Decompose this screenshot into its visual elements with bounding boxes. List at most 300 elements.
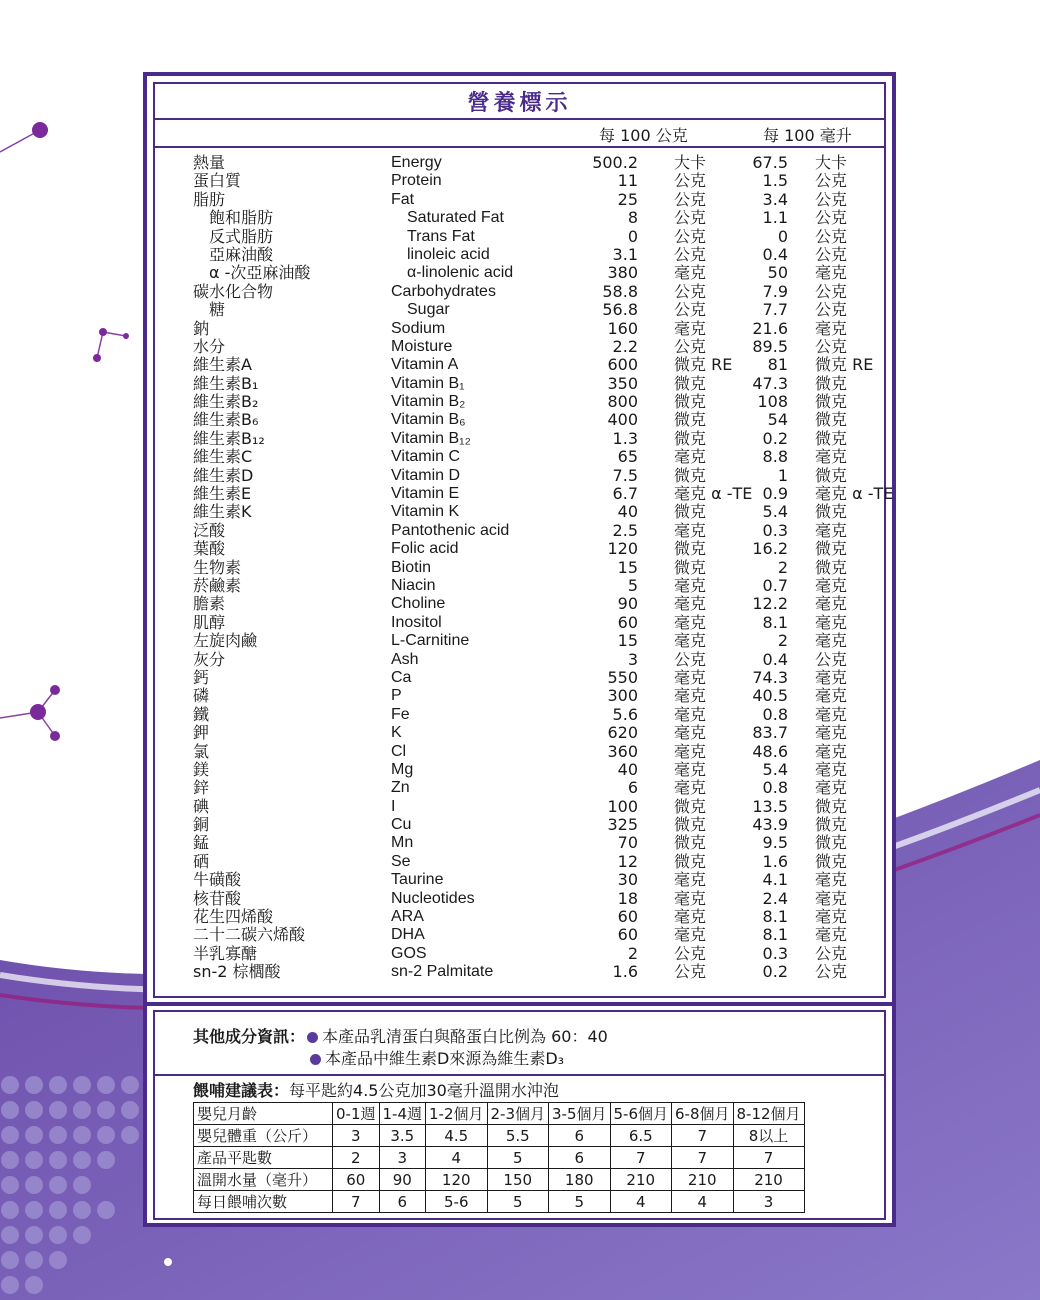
feeding-cell: 3 xyxy=(733,1191,804,1213)
value-per-100g: 1.3 xyxy=(612,428,638,448)
nutrient-name-en: Vitamin A xyxy=(391,356,459,374)
value-per-100ml: 89.5 xyxy=(752,336,788,356)
unit-per-100g: 毫克 xyxy=(674,263,707,283)
unit-per-100g: 公克 xyxy=(674,281,707,301)
nutrition-panel xyxy=(143,72,896,1227)
nutrient-row xyxy=(155,283,884,301)
unit-per-100ml: 微克 xyxy=(815,502,848,522)
nutrient-row xyxy=(155,890,884,908)
nutrient-name-zh: 生物素 xyxy=(193,557,242,577)
nutrient-name-en: Pantothenic acid xyxy=(391,521,510,539)
nutrient-name-zh: 水分 xyxy=(193,336,226,356)
value-per-100ml: 9.5 xyxy=(762,833,788,853)
value-per-100g: 6 xyxy=(627,778,638,798)
nutrient-name-en: Se xyxy=(391,852,411,870)
value-per-100ml: 0.8 xyxy=(762,704,788,724)
unit-per-100g: 毫克 xyxy=(674,778,707,798)
feeding-cell: 3.5 xyxy=(379,1125,426,1147)
nutrient-row xyxy=(155,375,884,393)
feeding-cell: 5 xyxy=(487,1191,549,1213)
nutrient-name-en: Nucleotides xyxy=(391,889,475,907)
nutrient-row xyxy=(155,338,884,356)
feeding-table xyxy=(193,1102,805,1213)
value-per-100ml: 3.4 xyxy=(762,189,788,209)
nutrient-name-zh: 葉酸 xyxy=(193,539,226,559)
nutrient-name-en: α-linolenic acid xyxy=(391,264,514,282)
nutrient-name-en: sn-2 Palmitate xyxy=(391,963,494,981)
unit-per-100g: 公克 xyxy=(674,962,707,982)
value-per-100ml: 54 xyxy=(767,410,788,430)
unit-per-100ml: 毫克 xyxy=(815,925,848,945)
nutrient-row xyxy=(155,411,884,429)
info-divider xyxy=(155,1074,884,1076)
value-per-100ml: 0.4 xyxy=(762,244,788,264)
value-per-100ml: 67.5 xyxy=(752,153,788,172)
nutrient-name-zh: 花生四烯酸 xyxy=(193,907,274,927)
nutrient-row xyxy=(155,816,884,834)
nutrient-name-zh: 維生素K xyxy=(193,502,252,522)
feeding-row xyxy=(194,1103,805,1125)
nutrient-name-en: Vitamin B₆ xyxy=(391,411,466,429)
value-per-100g: 7.5 xyxy=(612,465,638,485)
value-per-100g: 380 xyxy=(607,263,638,283)
value-per-100g: 15 xyxy=(617,631,638,651)
feeding-desc: 每平匙約4.5公克加30毫升溫開水沖泡 xyxy=(289,1081,559,1100)
feeding-row xyxy=(194,1125,805,1147)
nutrient-row xyxy=(155,246,884,264)
feeding-cell: 7 xyxy=(610,1147,672,1169)
nutrient-name-en: Cl xyxy=(391,742,407,760)
nutrient-row xyxy=(155,834,884,852)
unit-per-100ml: 微克 xyxy=(815,833,848,853)
header-per-100ml: 每 100 毫升 xyxy=(763,126,852,145)
value-per-100g: 600 xyxy=(607,355,638,375)
value-per-100g: 12 xyxy=(617,851,638,871)
value-per-100ml: 48.6 xyxy=(752,741,788,761)
nutrient-name-en: Vitamin C xyxy=(391,448,461,466)
feeding-cell: 60 xyxy=(333,1169,380,1191)
nutrient-name-en: Cu xyxy=(391,816,412,834)
nutrient-row xyxy=(155,945,884,963)
value-per-100ml: 2.4 xyxy=(762,888,788,908)
nutrient-row xyxy=(155,963,884,981)
value-per-100g: 15 xyxy=(617,557,638,577)
nutrient-name-zh: 左旋肉鹼 xyxy=(193,631,258,651)
nutrient-name-en: Zn xyxy=(391,779,410,797)
unit-per-100ml: 微克 xyxy=(815,410,848,430)
feeding-cell: 5 xyxy=(487,1147,549,1169)
unit-per-100g: 微克 xyxy=(674,502,707,522)
value-per-100ml: 81 xyxy=(767,355,788,375)
value-per-100g: 120 xyxy=(607,539,638,559)
value-per-100g: 2.5 xyxy=(612,520,638,540)
value-per-100ml: 47.3 xyxy=(752,373,788,393)
value-per-100ml: 40.5 xyxy=(752,686,788,706)
feeding-cell: 180 xyxy=(549,1169,611,1191)
nutrient-name-zh: 氯 xyxy=(193,741,210,761)
feeding-cell: 5-6個月 xyxy=(610,1103,672,1125)
nutrient-name-en: Folic acid xyxy=(391,540,459,558)
nutrient-name-zh: 牛磺酸 xyxy=(193,870,242,890)
unit-per-100ml: 毫克 xyxy=(815,318,848,338)
unit-per-100g: 公克 xyxy=(674,171,707,191)
unit-per-100g: 微克 xyxy=(674,851,707,871)
nutrient-name-zh: 熱量 xyxy=(193,153,226,172)
unit-per-100ml: 公克 xyxy=(815,226,848,246)
nutrient-name-zh: 維生素B₁ xyxy=(193,373,259,393)
nutrient-rows xyxy=(155,153,894,982)
value-per-100ml: 1.6 xyxy=(762,851,788,871)
value-per-100ml: 0.2 xyxy=(762,962,788,982)
feeding-cell: 0-1週 xyxy=(333,1103,380,1125)
feeding-row-header: 每日餵哺次數 xyxy=(194,1191,333,1213)
nutrient-row xyxy=(155,393,884,411)
value-per-100ml: 0.7 xyxy=(762,575,788,595)
unit-per-100g: 公克 xyxy=(674,336,707,356)
nutrient-name-zh: 維生素B₂ xyxy=(193,392,259,412)
feeding-cell: 3 xyxy=(379,1147,426,1169)
unit-per-100g: 毫克 xyxy=(674,612,707,632)
unit-per-100g: 微克 xyxy=(674,815,707,835)
unit-per-100g: 毫克 xyxy=(674,594,707,614)
value-per-100g: 30 xyxy=(617,870,638,890)
value-per-100ml: 2 xyxy=(777,557,788,577)
value-per-100g: 2.2 xyxy=(612,336,638,356)
nutrient-name-zh: 反式脂肪 xyxy=(193,226,274,246)
value-per-100g: 1.6 xyxy=(612,962,638,982)
value-per-100g: 350 xyxy=(607,373,638,393)
feeding-row-header: 溫開水量（毫升） xyxy=(194,1169,333,1191)
unit-per-100ml: 公克 xyxy=(815,336,848,356)
value-per-100g: 5.6 xyxy=(612,704,638,724)
unit-per-100ml: 毫克 xyxy=(815,520,848,540)
feeding-row xyxy=(194,1147,805,1169)
unit-per-100g: 公克 xyxy=(674,943,707,963)
feeding-cell: 4 xyxy=(610,1191,672,1213)
nutrient-row xyxy=(155,430,884,448)
value-per-100ml: 12.2 xyxy=(752,594,788,614)
value-per-100ml: 7.9 xyxy=(762,281,788,301)
nutrient-name-en: Vitamin B₂ xyxy=(391,393,466,411)
value-per-100g: 60 xyxy=(617,907,638,927)
unit-per-100ml: 公克 xyxy=(815,649,848,669)
value-per-100g: 0 xyxy=(627,226,638,246)
nutrient-name-en: P xyxy=(391,687,402,705)
nutrient-row xyxy=(155,577,884,595)
value-per-100g: 40 xyxy=(617,502,638,522)
unit-per-100g: 微克 xyxy=(674,796,707,816)
nutrient-name-zh: 膽素 xyxy=(193,594,226,614)
nutrient-row xyxy=(155,503,884,521)
nutrient-row xyxy=(155,522,884,540)
unit-per-100ml: 微克 xyxy=(815,796,848,816)
unit-per-100ml: 微克 xyxy=(815,373,848,393)
unit-per-100g: 毫克 xyxy=(674,575,707,595)
unit-per-100g: 大卡 xyxy=(674,153,707,172)
nutrient-name-zh: 錳 xyxy=(193,833,210,853)
value-per-100g: 100 xyxy=(607,796,638,816)
unit-per-100g: 微克 RE xyxy=(674,355,733,375)
nutrient-name-zh: 亞麻油酸 xyxy=(193,244,274,264)
unit-per-100ml: 微克 xyxy=(815,539,848,559)
nutrient-row xyxy=(155,209,884,227)
nutrient-row xyxy=(155,724,884,742)
feeding-cell: 7 xyxy=(672,1147,734,1169)
value-per-100g: 18 xyxy=(617,888,638,908)
nutrient-name-zh: 碳水化合物 xyxy=(193,281,274,301)
other-info-label: 其他成分資訊： xyxy=(193,1027,306,1046)
unit-per-100ml: 微克 xyxy=(815,557,848,577)
feeding-row-header: 產品平匙數 xyxy=(194,1147,333,1169)
value-per-100g: 160 xyxy=(607,318,638,338)
nutrient-row xyxy=(155,779,884,797)
value-per-100g: 2 xyxy=(627,943,638,963)
value-per-100ml: 83.7 xyxy=(752,723,788,743)
nutrient-row xyxy=(155,448,884,466)
unit-per-100g: 微克 xyxy=(674,410,707,430)
value-per-100g: 360 xyxy=(607,741,638,761)
unit-per-100g: 毫克 α -TE xyxy=(674,484,753,504)
feeding-cell: 2-3個月 xyxy=(487,1103,549,1125)
nutrient-name-zh: 硒 xyxy=(193,851,210,871)
nutrient-name-en: Mg xyxy=(391,760,414,778)
feeding-title xyxy=(193,1078,559,1101)
nutrient-name-zh: 維生素E xyxy=(193,484,252,504)
unit-per-100ml: 毫克 xyxy=(815,888,848,908)
section-divider xyxy=(147,1002,892,1006)
feeding-cell: 7 xyxy=(333,1191,380,1213)
nutrient-name-zh: sn-2 棕櫚酸 xyxy=(193,962,281,982)
nutrient-name-zh: 維生素B₁₂ xyxy=(193,428,265,448)
feeding-cell: 6-8個月 xyxy=(672,1103,734,1125)
value-per-100ml: 8.1 xyxy=(762,612,788,632)
feeding-cell: 6 xyxy=(379,1191,426,1213)
feeding-cell: 6.5 xyxy=(610,1125,672,1147)
unit-per-100ml: 毫克 xyxy=(815,723,848,743)
value-per-100g: 56.8 xyxy=(602,300,638,320)
nutrient-name-en: Moisture xyxy=(391,337,453,355)
nutrient-name-zh: 維生素B₆ xyxy=(193,410,259,430)
nutrient-name-zh: 糖 xyxy=(193,300,226,320)
unit-per-100ml: 毫克 xyxy=(815,447,848,467)
nutrient-name-en: Sugar xyxy=(391,301,450,319)
value-per-100g: 60 xyxy=(617,612,638,632)
value-per-100ml: 50 xyxy=(767,263,788,283)
value-per-100g: 60 xyxy=(617,925,638,945)
nutrient-row xyxy=(155,798,884,816)
value-per-100g: 325 xyxy=(607,815,638,835)
nutrient-name-en: Sodium xyxy=(391,319,446,337)
unit-per-100ml: 公克 xyxy=(815,281,848,301)
other-info-line2: 本產品中維生素D來源為維生素D₃ xyxy=(325,1049,565,1068)
feeding-row xyxy=(194,1191,805,1213)
unit-per-100ml: 微克 xyxy=(815,851,848,871)
unit-per-100g: 微克 xyxy=(674,557,707,577)
nutrient-name-en: linoleic acid xyxy=(391,245,490,263)
feeding-cell: 6 xyxy=(549,1147,611,1169)
feeding-cell: 90 xyxy=(379,1169,426,1191)
feeding-cell: 5 xyxy=(549,1191,611,1213)
nutrient-name-en: Ca xyxy=(391,668,412,686)
nutrient-name-zh: 銅 xyxy=(193,815,210,835)
unit-per-100ml: 毫克 xyxy=(815,263,848,283)
unit-per-100ml: 毫克 xyxy=(815,575,848,595)
feeding-cell: 5.5 xyxy=(487,1125,549,1147)
unit-per-100ml: 毫克 xyxy=(815,741,848,761)
info-section xyxy=(153,1010,886,1220)
nutrient-table xyxy=(153,148,894,998)
unit-per-100ml: 毫克 xyxy=(815,704,848,724)
nutrient-row xyxy=(155,154,884,172)
nutrient-name-en: Ash xyxy=(391,650,419,668)
nutrient-name-en: Vitamin E xyxy=(391,485,460,503)
nutrient-name-zh: 維生素C xyxy=(193,447,253,467)
unit-per-100g: 微克 xyxy=(674,833,707,853)
nutrient-name-zh: 二十二碳六烯酸 xyxy=(193,925,306,945)
unit-per-100g: 毫克 xyxy=(674,907,707,927)
unit-per-100g: 毫克 xyxy=(674,925,707,945)
unit-per-100g: 公克 xyxy=(674,189,707,209)
nutrient-name-en: Niacin xyxy=(391,576,436,594)
value-per-100g: 620 xyxy=(607,723,638,743)
nutrient-name-zh: 鈉 xyxy=(193,318,210,338)
feeding-cell: 3-5個月 xyxy=(549,1103,611,1125)
value-per-100ml: 21.6 xyxy=(752,318,788,338)
unit-per-100ml: 微克 xyxy=(815,465,848,485)
feeding-cell: 210 xyxy=(610,1169,672,1191)
value-per-100ml: 0 xyxy=(777,226,788,246)
nutrient-row xyxy=(155,320,884,338)
nutrient-name-zh: 鋅 xyxy=(193,778,210,798)
nutrient-name-en: K xyxy=(391,724,402,742)
value-per-100g: 3.1 xyxy=(612,244,638,264)
feeding-cell: 8以上 xyxy=(733,1125,804,1147)
unit-per-100ml: 微克 xyxy=(815,815,848,835)
unit-per-100ml: 公克 xyxy=(815,208,848,228)
feeding-cell: 210 xyxy=(672,1169,734,1191)
nutrient-row xyxy=(155,853,884,871)
unit-per-100g: 公克 xyxy=(674,244,707,264)
unit-per-100ml: 毫克 xyxy=(815,631,848,651)
unit-per-100g: 毫克 xyxy=(674,888,707,908)
unit-per-100g: 毫克 xyxy=(674,520,707,540)
value-per-100ml: 8.8 xyxy=(762,447,788,467)
value-per-100ml: 1.1 xyxy=(762,208,788,228)
unit-per-100g: 毫克 xyxy=(674,631,707,651)
unit-per-100g: 公克 xyxy=(674,226,707,246)
unit-per-100g: 微克 xyxy=(674,392,707,412)
column-header-bar xyxy=(153,120,886,148)
nutrient-row xyxy=(155,595,884,613)
nutrient-name-en: ARA xyxy=(391,908,424,926)
feeding-cell: 2 xyxy=(333,1147,380,1169)
nutrient-row xyxy=(155,559,884,577)
nutrient-name-zh: 灰分 xyxy=(193,649,226,669)
value-per-100g: 3 xyxy=(627,649,638,669)
unit-per-100ml: 毫克 xyxy=(815,667,848,687)
value-per-100ml: 0.9 xyxy=(762,484,788,504)
value-per-100g: 800 xyxy=(607,392,638,412)
nutrient-name-zh: 菸鹼素 xyxy=(193,575,242,595)
value-per-100ml: 43.9 xyxy=(752,815,788,835)
feeding-cell: 4.5 xyxy=(426,1125,488,1147)
nutrient-name-en: Fe xyxy=(391,705,410,723)
other-info-line1: 本產品乳清蛋白與酪蛋白比例為 60：40 xyxy=(322,1027,608,1046)
nutrient-row xyxy=(155,191,884,209)
nutrient-row xyxy=(155,632,884,650)
nutrient-row xyxy=(155,540,884,558)
value-per-100g: 70 xyxy=(617,833,638,853)
value-per-100ml: 4.1 xyxy=(762,870,788,890)
unit-per-100g: 毫克 xyxy=(674,447,707,467)
unit-per-100g: 毫克 xyxy=(674,759,707,779)
unit-per-100ml: 公克 xyxy=(815,171,848,191)
bullet-icon xyxy=(310,1054,321,1065)
value-per-100g: 65 xyxy=(617,447,638,467)
unit-per-100ml: 公克 xyxy=(815,943,848,963)
unit-per-100ml: 微克 xyxy=(815,392,848,412)
nutrient-row xyxy=(155,761,884,779)
unit-per-100ml: 公克 xyxy=(815,244,848,264)
value-per-100ml: 7.7 xyxy=(762,300,788,320)
unit-per-100g: 微克 xyxy=(674,465,707,485)
nutrient-name-en: DHA xyxy=(391,926,425,944)
value-per-100g: 11 xyxy=(617,171,638,191)
unit-per-100g: 毫克 xyxy=(674,741,707,761)
nutrient-name-zh: 鎂 xyxy=(193,759,210,779)
nutrient-name-en: Vitamin D xyxy=(391,466,461,484)
nutrient-name-zh: α -次亞麻油酸 xyxy=(193,263,311,283)
nutrient-name-zh: 核苷酸 xyxy=(193,888,242,908)
unit-per-100g: 毫克 xyxy=(674,318,707,338)
nutrient-name-en: Protein xyxy=(391,172,442,190)
panel-title: 營養標示 xyxy=(467,90,572,116)
nutrient-name-zh: 碘 xyxy=(193,796,210,816)
unit-per-100g: 公克 xyxy=(674,300,707,320)
nutrient-name-zh: 鐵 xyxy=(193,704,210,724)
unit-per-100g: 公克 xyxy=(674,649,707,669)
unit-per-100ml: 大卡 xyxy=(815,153,848,172)
value-per-100ml: 108 xyxy=(757,392,788,412)
value-per-100ml: 5.4 xyxy=(762,759,788,779)
value-per-100g: 58.8 xyxy=(602,281,638,301)
nutrient-name-en: I xyxy=(391,797,396,815)
unit-per-100ml: 毫克 xyxy=(815,778,848,798)
unit-per-100g: 公克 xyxy=(674,208,707,228)
nutrient-name-zh: 鉀 xyxy=(193,723,210,743)
nutrient-name-zh: 飽和脂肪 xyxy=(193,208,274,228)
feeding-cell: 1-2個月 xyxy=(426,1103,488,1125)
unit-per-100g: 毫克 xyxy=(674,870,707,890)
feeding-label: 餵哺建議表： xyxy=(193,1081,290,1100)
value-per-100ml: 0.8 xyxy=(762,778,788,798)
unit-per-100g: 微克 xyxy=(674,428,707,448)
unit-per-100ml: 微克 RE xyxy=(815,355,874,375)
value-per-100g: 25 xyxy=(617,189,638,209)
unit-per-100ml: 毫克 α -TE xyxy=(815,484,894,504)
title-bar xyxy=(153,82,886,120)
nutrient-name-en: Biotin xyxy=(391,558,432,576)
unit-per-100g: 微克 xyxy=(674,373,707,393)
nutrient-row xyxy=(155,484,894,504)
unit-per-100ml: 毫克 xyxy=(815,907,848,927)
nutrient-name-en: GOS xyxy=(391,944,427,962)
unit-per-100ml: 公克 xyxy=(815,962,848,982)
unit-per-100g: 毫克 xyxy=(674,723,707,743)
value-per-100ml: 1 xyxy=(777,465,788,485)
value-per-100ml: 13.5 xyxy=(752,796,788,816)
nutrient-row xyxy=(155,172,884,190)
